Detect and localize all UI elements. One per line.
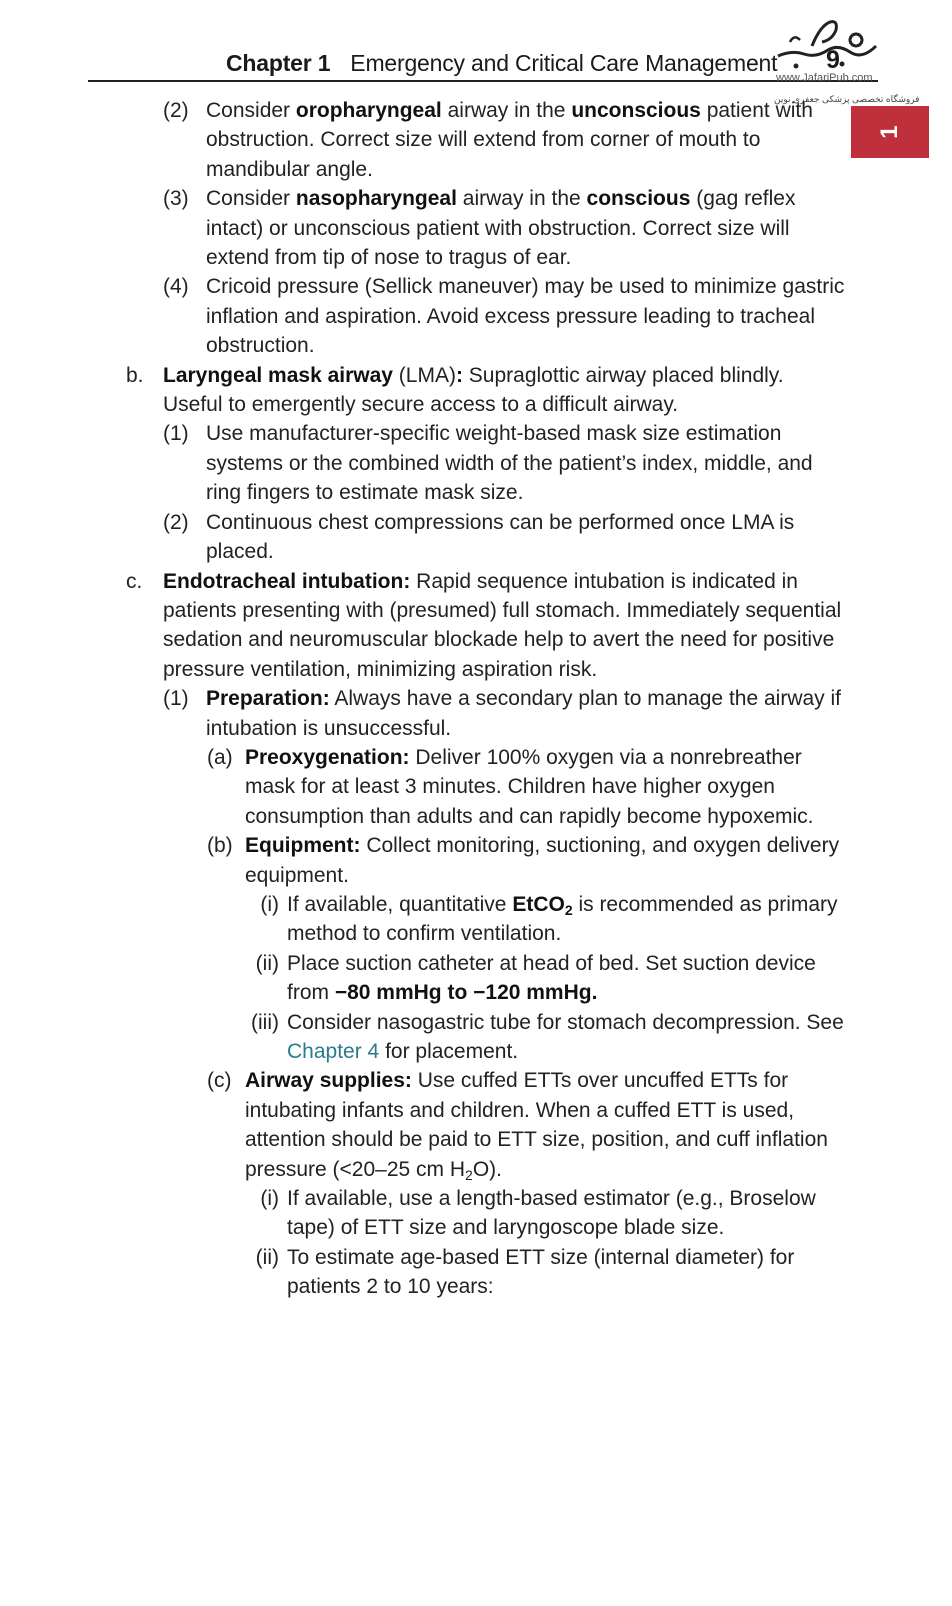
header-rule: [88, 80, 878, 82]
list-marker: (i): [260, 892, 279, 916]
list-item-text: Consider oropharyngeal airway in the unconscious patient with obstruction. Correct size will extend from corner of mouth to mandibular angle.: [206, 99, 813, 181]
list-marker: (iii): [251, 1010, 279, 1034]
list-item-text: Airway supplies: Use cuffed ETTs over uncuffed ETTs for intubating infants and children. When a cuffed ETT is used, attention should be paid to ETT size, position, and cuff inflation pressure (<20–25 cm $H_2O$).: [245, 1069, 828, 1183]
list-marker: (ii): [255, 951, 279, 975]
list-marker: (2): [163, 99, 189, 122]
list-item-text: Endotracheal intubation: Rapid sequence intubation is indicated in patients presenting with (presumed) full stomach. Immediately sequential sedation and neuromuscular blockade help to avert the need for positive pressure ventilation, minimizing aspiration risk.: [163, 569, 842, 681]
list-marker: b.: [126, 363, 144, 387]
list-item: [126, 567, 845, 685]
page-number: 9: [826, 46, 840, 74]
list-marker: (ii): [255, 1245, 279, 1269]
list-item: [255, 949, 845, 1008]
list-item: [255, 1243, 845, 1302]
list-item: [163, 96, 845, 184]
list-marker: (4): [163, 275, 189, 299]
list-item-text: Consider nasogastric tube for stomach decompression. See Chapter 4 for placement.: [287, 1010, 844, 1063]
list-item: [207, 831, 845, 890]
publisher-url: www.JafariPub.com: [776, 72, 873, 84]
publisher-logo-icon: [772, 16, 884, 72]
list-item-text: To estimate age-based ETT size (internal diameter) for patients 2 to 10 years:: [287, 1245, 795, 1299]
publisher-watermark: [768, 16, 920, 106]
page-header: [0, 0, 952, 104]
page-body: [0, 96, 952, 1302]
list-item: [163, 508, 845, 567]
list-marker: (a): [207, 745, 233, 769]
list-item-text: Consider nasopharyngeal airway in the conscious (gag reflex intact) or unconscious patient with obstruction. Correct size will extend from tip of nose to tragus of ear.: [206, 187, 796, 270]
list-marker: c.: [126, 569, 143, 593]
publisher-tagline: فروشگاه تخصصی پزشکی جعفری نوین: [774, 94, 920, 104]
list-marker: (1): [163, 687, 189, 711]
list-item: [163, 419, 845, 507]
list-marker: (i): [260, 1187, 279, 1211]
list-marker: (1): [163, 422, 189, 446]
list-marker: (3): [163, 187, 189, 211]
list-item-text: Place suction catheter at head of bed. Set suction device from −80 mmHg to −120 mmHg.: [287, 951, 816, 1005]
list-item-text: Continuous chest compressions can be performed once LMA is placed.: [206, 510, 795, 564]
list-item-text: Use manufacturer-specific weight-based mask size estimation systems or the combined width of the patient’s index, middle, and ring fingers to estimate mask size.: [206, 422, 813, 505]
list-item-text: Preparation: Always have a secondary plan to manage the airway if intubation is unsuccessful.: [206, 687, 841, 740]
list-marker: (b): [207, 834, 233, 858]
list-item-text: If available, quantitative EtCO$_2$ is recommended as primary method to confirm ventilation.: [287, 892, 838, 946]
list-marker: (2): [163, 510, 189, 534]
list-item-text: If available, use a length-based estimator (e.g., Broselow tape) of ETT size and laryngoscope blade size.: [287, 1187, 816, 1240]
list-marker: (c): [207, 1069, 232, 1093]
list-item: [163, 684, 845, 743]
list-item: [126, 361, 845, 420]
chapter-title: Emergency and Critical Care Management: [350, 50, 778, 76]
list-item: [251, 1008, 845, 1067]
chapter-4-link[interactable]: Chapter 4: [287, 1040, 380, 1063]
list-item: [163, 184, 845, 272]
list-item: [260, 890, 845, 949]
list-item-text: Cricoid pressure (Sellick maneuver) may be used to minimize gastric inflation and aspiration. Avoid excess pressure leading to tracheal obstruction.: [206, 275, 845, 358]
chapter-tab-label: 1: [876, 125, 903, 139]
list-item-text: Equipment: Collect monitoring, suctioning, and oxygen delivery equipment.: [245, 834, 840, 887]
list-item-text: Laryngeal mask airway (LMA): Supraglottic airway placed blindly. Useful to emergently secure access to a difficult airway.: [163, 363, 784, 417]
list-item-text: Preoxygenation: Deliver 100% oxygen via a nonrebreather mask for at least 3 minutes. Children have higher oxygen consumption than adults and can rapidly become hypoxemic.: [245, 745, 814, 828]
running-head: [226, 50, 777, 77]
chapter-label: Chapter 1: [226, 50, 331, 76]
list-item: [163, 272, 845, 360]
list-item: [260, 1184, 845, 1243]
list-item: [207, 1066, 845, 1184]
list-item: [207, 743, 845, 831]
